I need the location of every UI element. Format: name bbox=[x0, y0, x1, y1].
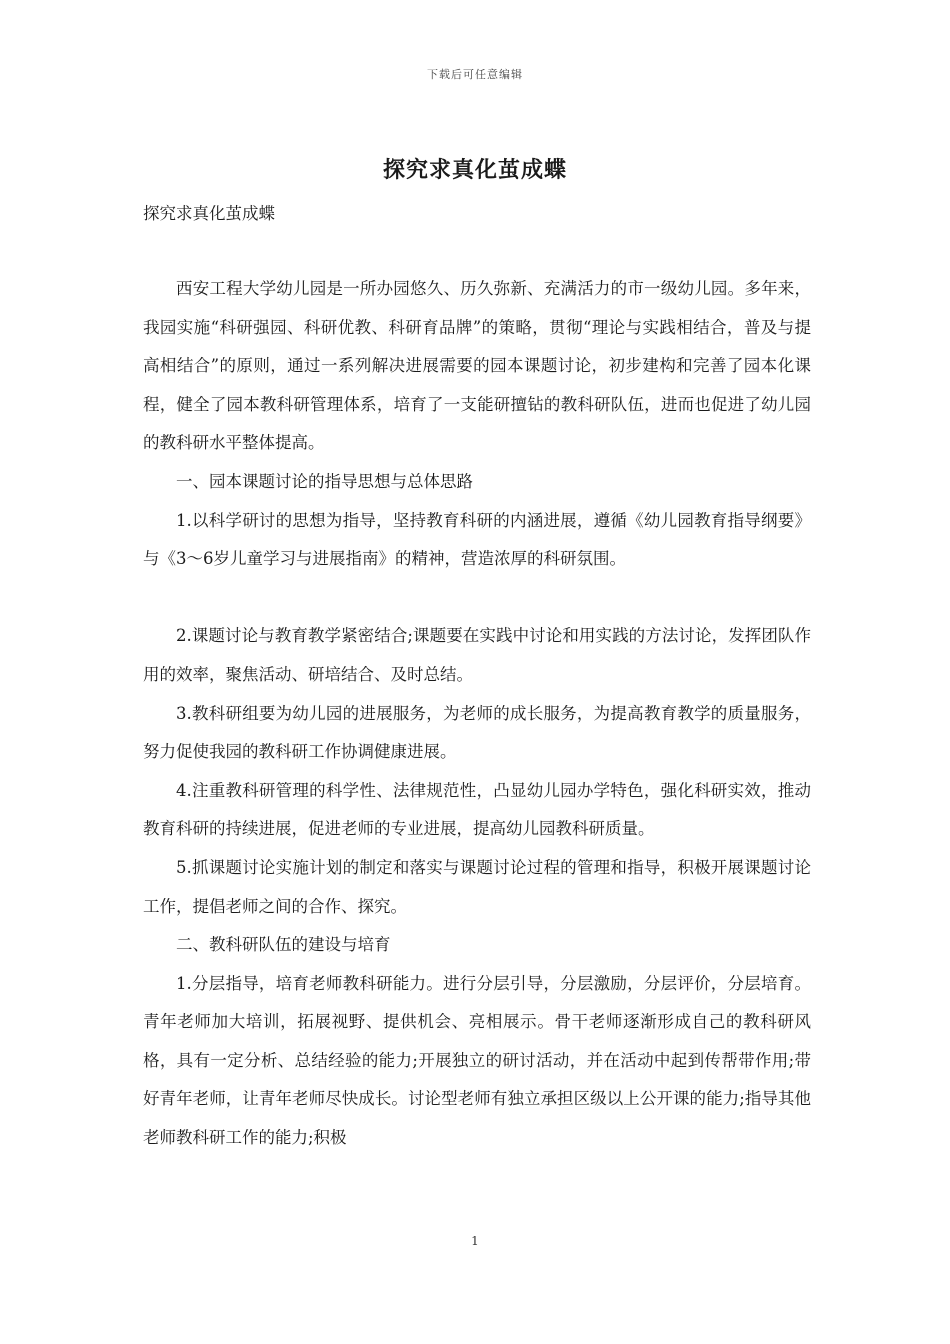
paragraph-1-4: 4.注重教科研管理的科学性、法律规范性，凸显幼儿园办学特色，强化科研实效，推动教育科研的持续进展，促进老师的专业进展，提高幼儿园教科研质量。 bbox=[143, 780, 811, 839]
paragraph-intro: 西安工程大学幼儿园是一所办园悠久、历久弥新、充满活力的市一级幼儿园。多年来，我园实施“科研强园、科研优教、科研育品牌”的策略，贯彻“理论与实践相结合，普及与提高相结合”的原则，通过一系列解决进展需要的园本课题讨论，初步建构和完善了园本化课程，健全了园本教科研管理体系，培育了一支能研擅钻的教科研队伍，进而也促进了幼儿园的教科研水平整体提高。 bbox=[143, 279, 811, 453]
document-body bbox=[143, 270, 811, 1158]
section-heading-1: 一、园本课题讨论的指导思想与总体思路 bbox=[176, 471, 473, 491]
paragraph-1-2: 2.课题讨论与教育教学紧密结合;课题要在实践中讨论和用实践的方法讨论，发挥团队作用的效率，聚焦活动、研培结合、及时总结。 bbox=[143, 626, 811, 684]
paragraph-1-5: 5.抓课题讨论实施计划的制定和落实与课题讨论过程的管理和指导，积极开展课题讨论工作，提倡老师之间的合作、探究。 bbox=[143, 857, 811, 916]
section-heading-2: 二、教科研队伍的建设与培育 bbox=[176, 935, 391, 955]
document-title: 探究求真化茧成蝶 bbox=[382, 157, 567, 183]
paragraph-2-1: 1.分层指导，培育老师教科研能力。进行分层引导，分层激励，分层评价，分层培育。青年老师加大培训，拓展视野、提供机会、亮相展示。骨干老师逐渐形成自己的教科研风格，具有一定分析、总结经验的能力;开展独立的研讨活动，并在活动中起到传帮带作用;带好青年老师，让青年老师尽快成长。讨论型老师有独立承担区级以上公开课的能力;指导其他老师教科研工作的能力;积极 bbox=[143, 973, 811, 1148]
header-note: 下载后可任意编辑 bbox=[427, 68, 523, 81]
paragraph-1-3: 3.教科研组要为幼儿园的进展服务，为老师的成长服务，为提高教育教学的质量服务，努力促使我园的教科研工作协调健康进展。 bbox=[143, 703, 811, 762]
page-number: 1 bbox=[471, 1234, 479, 1248]
paragraph-1-1: 1.以科学研讨的思想为指导，坚持教育科研的内涵进展，遵循《幼儿园教育指导纲要》与《3～6岁儿童学习与进展指南》的精神，营造浓厚的科研氛围。 bbox=[143, 510, 811, 569]
document-subtitle: 探究求真化茧成蝶 bbox=[143, 204, 275, 223]
